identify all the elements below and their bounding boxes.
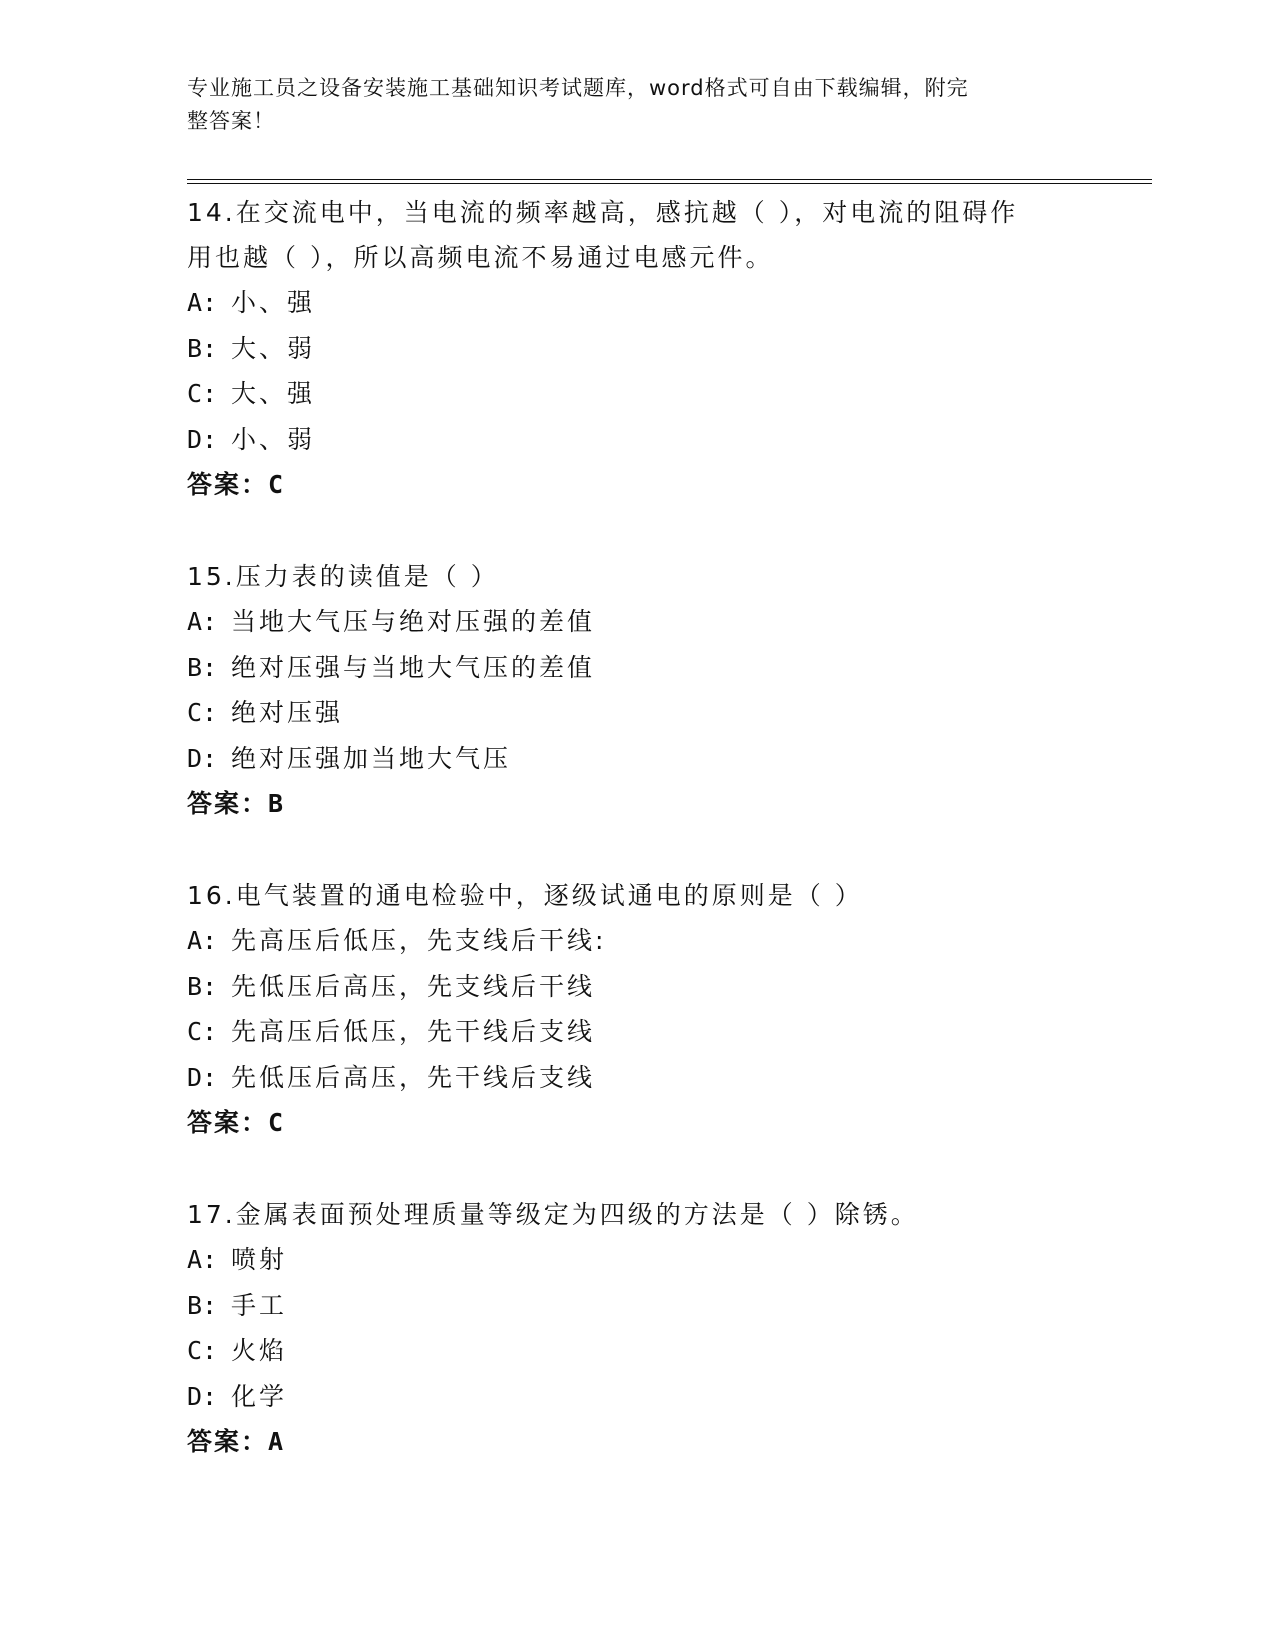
option-d	[187, 736, 1087, 782]
option-label: D:	[187, 1062, 218, 1092]
option-c	[187, 690, 1087, 736]
answer-prefix: 答案：	[187, 1108, 269, 1137]
option-a	[187, 1237, 1087, 1283]
option-label: B:	[187, 1290, 218, 1320]
answer-line	[187, 462, 1087, 507]
option-label: A:	[187, 926, 218, 955]
option-c	[187, 1009, 1087, 1055]
option-label: B:	[187, 333, 218, 363]
option-a	[187, 599, 1087, 645]
option-b	[187, 645, 1087, 691]
option-text: 绝对压强	[231, 698, 344, 727]
option-text: 小、强	[231, 288, 316, 317]
option-label: C:	[187, 1017, 218, 1046]
answer-value: B	[268, 789, 284, 818]
answer-line	[187, 1419, 1087, 1464]
option-a	[187, 918, 1087, 964]
answer-value: C	[268, 1108, 284, 1137]
question-text: 16.电气装置的通电检验中，逐级试通电的原则是（ ）	[187, 881, 863, 910]
option-d	[187, 1374, 1087, 1420]
question-text: 17.金属表面预处理质量等级定为四级的方法是（ ）除锈。	[187, 1200, 919, 1229]
option-text: 绝对压强与当地大气压的差值	[231, 652, 596, 682]
question-text: 14.在交流电中，当电流的频率越高，感抗越（ ），对电流的阻碍作	[187, 198, 1019, 227]
option-text: 先低压后高压，先干线后支线	[231, 1062, 596, 1092]
option-label: B:	[187, 971, 218, 1001]
header-line-1: 专业施工员之设备安装施工基础知识考试题库，word格式可自由下载编辑，附完	[187, 76, 969, 100]
question-17	[187, 1192, 1087, 1464]
question-text: 15.压力表的读值是（ ）	[187, 562, 499, 591]
option-text: 先低压后高压，先支线后干线	[231, 971, 596, 1001]
option-b	[187, 326, 1087, 372]
question-list	[187, 190, 1087, 1511]
option-label: C:	[187, 698, 218, 727]
option-text: 小、弱	[231, 424, 316, 454]
option-text: 化学	[231, 1381, 288, 1411]
option-label: C:	[187, 1336, 218, 1365]
header-divider-bottom	[187, 183, 1152, 184]
option-label: D:	[187, 424, 218, 454]
header-divider-top	[187, 179, 1152, 180]
option-label: A:	[187, 288, 218, 317]
answer-value: C	[268, 470, 284, 499]
answer-line	[187, 1100, 1087, 1145]
question-15	[187, 554, 1087, 826]
option-a	[187, 280, 1087, 326]
option-text: 绝对压强加当地大气压	[231, 743, 512, 773]
option-label: C:	[187, 379, 218, 408]
option-d	[187, 417, 1087, 463]
answer-value: A	[268, 1427, 284, 1456]
question-14	[187, 190, 1087, 507]
option-text: 手工	[231, 1290, 288, 1320]
answer-prefix: 答案：	[187, 470, 269, 499]
option-text: 喷射	[231, 1245, 288, 1274]
answer-line	[187, 781, 1087, 826]
option-label: D:	[187, 1381, 218, 1411]
option-label: A:	[187, 1245, 218, 1274]
option-text: 先高压后低压，先支线后干线:	[231, 926, 607, 955]
option-b	[187, 964, 1087, 1010]
option-c	[187, 371, 1087, 417]
option-c	[187, 1328, 1087, 1374]
option-b	[187, 1283, 1087, 1329]
answer-prefix: 答案：	[187, 789, 269, 818]
answer-prefix: 答案：	[187, 1427, 269, 1456]
document-header	[187, 72, 1067, 138]
question-16	[187, 873, 1087, 1145]
option-text: 大、弱	[231, 333, 316, 363]
option-label: D:	[187, 743, 218, 773]
option-text: 先高压后低压，先干线后支线	[231, 1017, 596, 1046]
option-d	[187, 1055, 1087, 1101]
option-label: A:	[187, 607, 218, 636]
option-text: 火焰	[231, 1336, 288, 1365]
option-label: B:	[187, 652, 218, 682]
option-text: 当地大气压与绝对压强的差值	[231, 607, 596, 636]
header-line-2: 整答案！	[187, 109, 275, 133]
question-text-continued: 用也越（ ），所以高频电流不易通过电感元件。	[187, 243, 774, 272]
option-text: 大、强	[231, 379, 316, 408]
